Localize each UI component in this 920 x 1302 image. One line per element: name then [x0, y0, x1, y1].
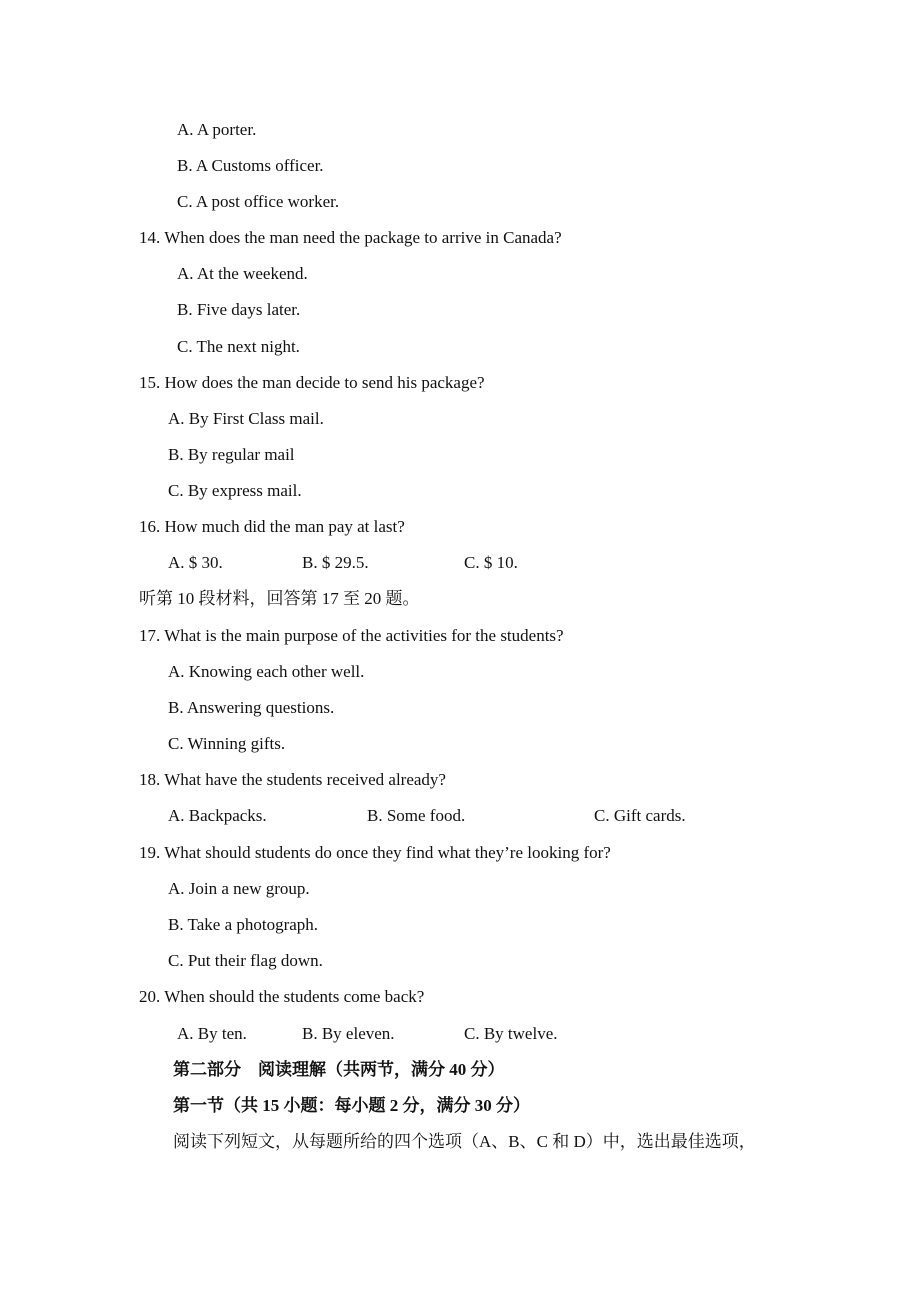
- q18-question: 18. What have the students received already?: [139, 770, 446, 789]
- q20-option-c: C. By twelve.: [464, 1024, 558, 1043]
- q16-question: 16. How much did the man pay at last?: [139, 517, 405, 536]
- q14-option-a: A. At the weekend.: [177, 264, 308, 283]
- q17-option-b: B. Answering questions.: [168, 698, 335, 717]
- section1-heading: 第一节（共 15 小题：每小题 2 分，满分 30 分）: [173, 1096, 530, 1115]
- q14-option-b: B. Five days later.: [177, 300, 301, 319]
- q14-option-c: C. The next night.: [177, 337, 300, 356]
- q20-option-a: A. By ten.: [177, 1024, 247, 1043]
- q13-option-a: A. A porter.: [177, 120, 257, 139]
- reading-instruction: 阅读下列短文，从每题所给的四个选项（A、B、C 和 D）中，选出最佳选项，: [173, 1132, 756, 1151]
- q16-option-a: A. $ 30.: [168, 553, 223, 572]
- q17-option-c: C. Winning gifts.: [168, 734, 286, 753]
- q14-question: 14. When does the man need the package to arrive in Canada?: [139, 228, 562, 247]
- q17-question: 17. What is the main purpose of the activities for the students?: [139, 626, 564, 645]
- listening-instruction: 听第 10 段材料，回答第 17 至 20 题。: [139, 589, 420, 608]
- q18-option-a: A. Backpacks.: [168, 806, 267, 825]
- q18-option-b: B. Some food.: [367, 806, 466, 825]
- q19-option-c: C. Put their flag down.: [168, 951, 323, 970]
- q19-option-b: B. Take a photograph.: [168, 915, 319, 934]
- q15-question: 15. How does the man decide to send his package?: [139, 373, 485, 392]
- q15-option-a: A. By First Class mail.: [168, 409, 324, 428]
- q18-option-c: C. Gift cards.: [594, 806, 686, 825]
- q16-option-c: C. $ 10.: [464, 553, 518, 572]
- q13-option-c: C. A post office worker.: [177, 192, 340, 211]
- q13-option-b: B. A Customs officer.: [177, 156, 324, 175]
- part2-heading: 第二部分 阅读理解（共两节，满分 40 分）: [173, 1060, 505, 1079]
- q16-option-b: B. $ 29.5.: [302, 553, 369, 572]
- q19-option-a: A. Join a new group.: [168, 879, 310, 898]
- q15-option-c: C. By express mail.: [168, 481, 302, 500]
- q20-option-b: B. By eleven.: [302, 1024, 395, 1043]
- q15-option-b: B. By regular mail: [168, 445, 295, 464]
- q20-question: 20. When should the students come back?: [139, 987, 425, 1006]
- q19-question: 19. What should students do once they find what they’re looking for?: [139, 843, 611, 862]
- q17-option-a: A. Knowing each other well.: [168, 662, 365, 681]
